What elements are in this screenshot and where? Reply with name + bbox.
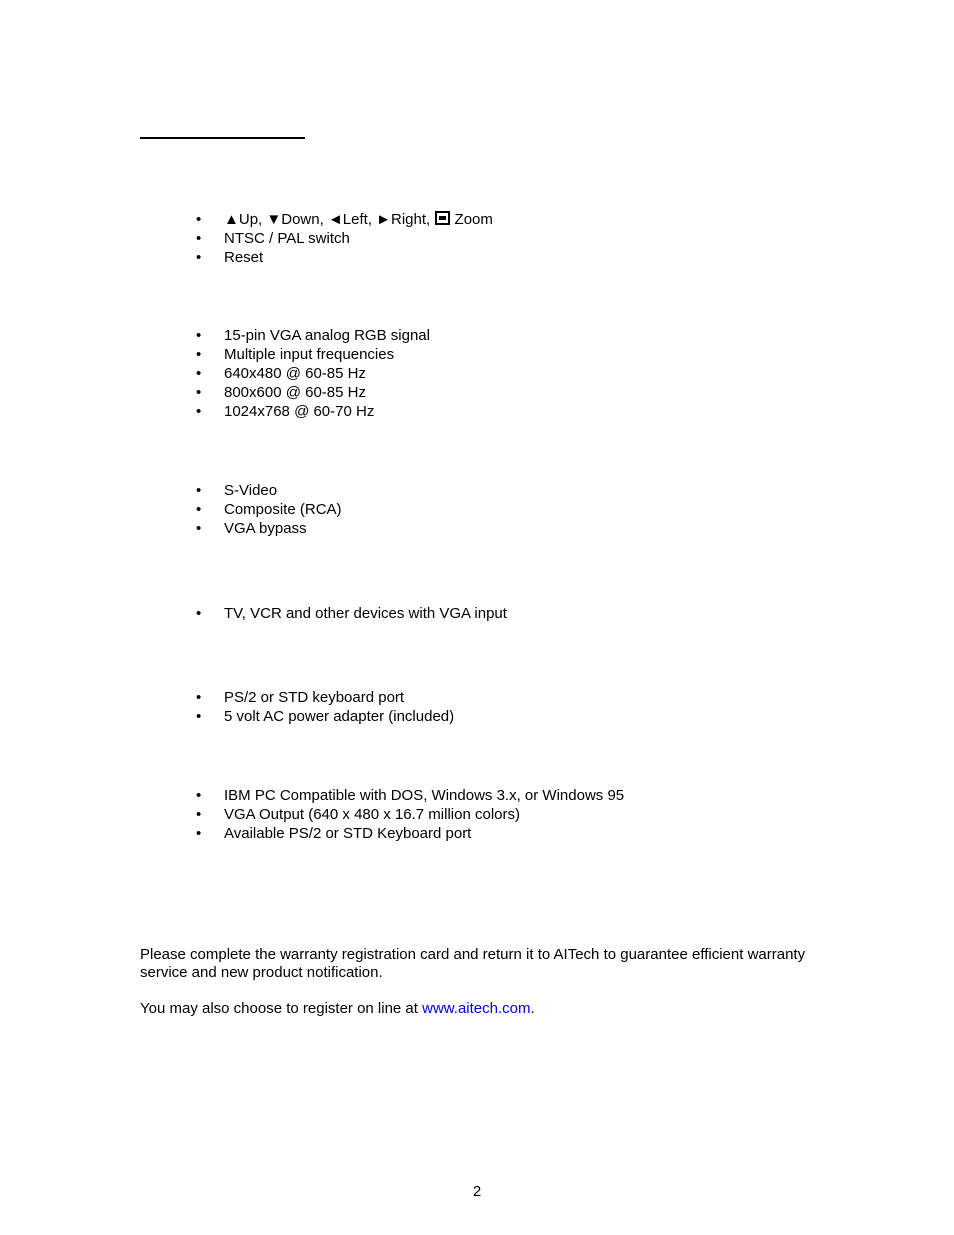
- online-registration-paragraph: [140, 1000, 820, 1018]
- up-arrow-icon: ▲: [224, 211, 239, 228]
- bullet-icon: •: [196, 501, 202, 518]
- right-arrow-icon: ►: [376, 211, 392, 228]
- bullet-icon: •: [196, 230, 202, 247]
- down-label: Down,: [281, 211, 324, 228]
- list-item-text: NTSC / PAL switch: [224, 230, 350, 247]
- list-item-text: Reset: [224, 249, 264, 266]
- list-item: [196, 824, 624, 843]
- page-number: 2: [472, 1183, 482, 1200]
- list-item: [196, 707, 454, 726]
- bullet-icon: •: [196, 327, 202, 344]
- bullet-icon: •: [196, 403, 202, 420]
- list-item: [196, 326, 430, 345]
- bullet-icon: •: [196, 689, 202, 706]
- list-item: [196, 481, 342, 500]
- online-registration-text: You may also choose to register on line at: [140, 1000, 423, 1017]
- list-item: [196, 604, 507, 623]
- power-list: [196, 688, 454, 726]
- list-item: [196, 248, 493, 267]
- left-arrow-icon: ◄: [327, 211, 343, 228]
- list-item-text: TV, VCR and other devices with VGA input: [224, 605, 507, 622]
- list-item: [196, 210, 493, 229]
- list-item: [196, 402, 430, 421]
- list-item-text: 15-pin VGA analog RGB signal: [224, 327, 430, 344]
- list-item-text: Multiple input frequencies: [224, 346, 395, 363]
- zoom-label: Zoom: [454, 211, 493, 228]
- down-arrow-icon: ▼: [266, 211, 282, 228]
- bullet-icon: •: [196, 806, 202, 823]
- list-item: [196, 229, 493, 248]
- list-item: [196, 519, 342, 538]
- zoom-icon: [435, 211, 450, 225]
- list-item-text: Available PS/2 or STD Keyboard port: [224, 825, 472, 842]
- list-item: [196, 786, 624, 805]
- list-item: [196, 688, 454, 707]
- list-item: [196, 383, 430, 402]
- bullet-icon: •: [196, 605, 202, 622]
- list-item-text: 640x480 @ 60-85 Hz: [224, 365, 366, 382]
- bullet-icon: •: [196, 708, 202, 725]
- bullet-icon: •: [196, 365, 202, 382]
- section-heading-rule: [140, 137, 305, 139]
- list-item: [196, 500, 342, 519]
- aitech-website-link[interactable]: www.aitech.com: [422, 1000, 531, 1017]
- requirements-list: [196, 786, 624, 843]
- bullet-icon: •: [196, 384, 202, 401]
- bullet-icon: •: [196, 787, 202, 804]
- bullet-icon: •: [196, 249, 202, 266]
- input-signal-list: [196, 326, 430, 421]
- list-item-text: 800x600 @ 60-85 Hz: [224, 384, 366, 401]
- online-registration-suffix: .: [530, 1000, 535, 1017]
- compatibility-list: [196, 604, 507, 623]
- list-item-text: S-Video: [224, 482, 278, 499]
- outputs-list: [196, 481, 342, 538]
- list-item-text: 1024x768 @ 60-70 Hz: [224, 403, 375, 420]
- bullet-icon: •: [196, 211, 202, 228]
- right-label: Right,: [391, 211, 431, 228]
- bullet-icon: •: [196, 482, 202, 499]
- list-item-text: 5 volt AC power adapter (included): [224, 708, 455, 725]
- list-item-text: IBM PC Compatible with DOS, Windows 3.x, or Windows 95: [224, 787, 625, 804]
- list-item: [196, 364, 430, 383]
- list-item-text: VGA bypass: [224, 520, 307, 537]
- list-item-text: PS/2 or STD keyboard port: [224, 689, 405, 706]
- list-item: [196, 805, 624, 824]
- bullet-icon: •: [196, 825, 202, 842]
- bullet-icon: •: [196, 520, 202, 537]
- list-item-text: VGA Output (640 x 480 x 16.7 million colors): [224, 806, 520, 823]
- bullet-icon: •: [196, 346, 202, 363]
- up-label: Up,: [238, 211, 263, 228]
- list-item-text: Composite (RCA): [224, 501, 342, 518]
- registration-paragraph: Please complete the warranty registration card and return it to AITech to guarantee efficient warranty service and new product notification.: [140, 946, 806, 981]
- list-item: [196, 345, 430, 364]
- left-label: Left,: [342, 211, 372, 228]
- controls-list: [196, 210, 493, 267]
